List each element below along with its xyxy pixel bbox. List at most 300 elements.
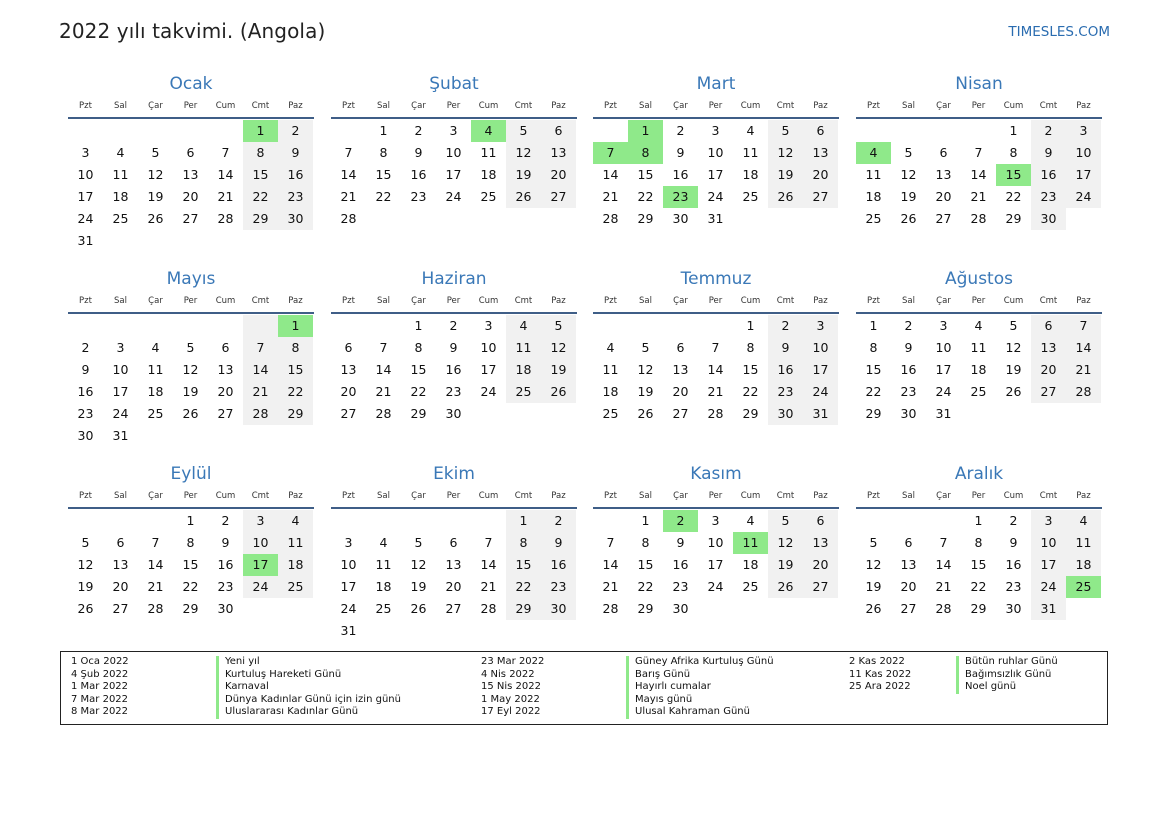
day-cell: 2 [1009, 513, 1018, 528]
day-cell: 3 [1031, 510, 1066, 532]
day-cell: 22 [1005, 189, 1022, 204]
empty-cell [103, 315, 138, 337]
legend-holiday-name: Bütün ruhlar Günü [956, 656, 1058, 669]
week-row [331, 186, 577, 208]
week-row [593, 554, 839, 576]
weekday-label: Çar [411, 491, 426, 501]
empty-cell [138, 425, 173, 447]
day-cell: 30 [768, 403, 803, 425]
empty-cell [593, 510, 628, 532]
month-11 [593, 463, 839, 620]
weekday-header [856, 293, 1102, 309]
empty-cell [331, 315, 366, 337]
day-cell: 24 [803, 381, 838, 403]
week-row [856, 598, 1102, 620]
day-cell: 7 [606, 535, 615, 550]
day-cell: 14 [480, 557, 497, 572]
day-cell: 4 [506, 315, 541, 337]
day-cell: 20 [541, 164, 576, 186]
day-cell: 25 [480, 189, 497, 204]
day-cell: 22 [375, 189, 392, 204]
week-row [331, 576, 577, 598]
weekday-label: Cum [740, 101, 761, 111]
site-link[interactable]: TIMESLES.COM [1008, 24, 1110, 40]
day-cell: 21 [375, 384, 392, 399]
day-grid [593, 120, 839, 230]
legend-date: 1 Mar 2022 [71, 681, 129, 693]
weekday-label: Paz [288, 101, 303, 111]
day-cell: 27 [1031, 381, 1066, 403]
weekday-label: Çar [148, 101, 163, 111]
day-cell: 28 [147, 601, 164, 616]
weekday-header [593, 98, 839, 114]
week-row [331, 403, 577, 425]
day-cell: 14 [1066, 337, 1101, 359]
empty-cell [208, 120, 243, 142]
legend-holiday-name: Kurtuluş Hareketi Günü [216, 669, 401, 682]
weekday-label: Paz [1076, 491, 1091, 501]
day-cell: 12 [637, 362, 654, 377]
empty-cell [331, 510, 366, 532]
empty-cell [506, 208, 541, 230]
empty-cell [593, 120, 628, 142]
day-cell: 28 [935, 601, 952, 616]
day-cell: 2 [768, 315, 803, 337]
empty-cell [208, 315, 243, 337]
day-cell: 8 [869, 340, 878, 355]
day-cell: 14 [340, 167, 357, 182]
day-cell: 14 [707, 362, 724, 377]
day-cell: 28 [970, 211, 987, 226]
month-divider [68, 507, 314, 509]
empty-cell [1066, 598, 1101, 620]
day-cell: 9 [1031, 142, 1066, 164]
day-cell: 15 [182, 557, 199, 572]
day-cell: 13 [803, 142, 838, 164]
day-cell: 21 [602, 189, 619, 204]
weekday-label: Cum [1003, 101, 1024, 111]
day-cell: 22 [410, 384, 427, 399]
day-cell: 20 [672, 384, 689, 399]
day-cell: 23 [900, 384, 917, 399]
month-name: Eylül [170, 464, 212, 484]
day-cell: 4 [974, 318, 983, 333]
day-cell: 21 [970, 189, 987, 204]
day-cell: 16 [900, 362, 917, 377]
weekday-label: Sal [902, 296, 915, 306]
month-8 [856, 268, 1102, 425]
day-cell: 28 [375, 406, 392, 421]
day-cell: 22 [637, 189, 654, 204]
day-cell: 3 [1066, 120, 1101, 142]
day-cell: 5 [768, 510, 803, 532]
weekday-label: Pzt [79, 491, 92, 501]
week-row [593, 510, 839, 532]
day-cell: 23 [1005, 579, 1022, 594]
day-cell: 14 [375, 362, 392, 377]
week-row [68, 337, 314, 359]
month-name: Mayıs [166, 269, 216, 289]
weekday-label: Pzt [604, 491, 617, 501]
day-grid [331, 510, 577, 642]
month-12 [856, 463, 1102, 620]
day-cell: 26 [768, 576, 803, 598]
day-cell: 22 [278, 381, 313, 403]
day-cell: 17 [935, 362, 952, 377]
empty-cell [366, 620, 401, 642]
month-7 [593, 268, 839, 425]
week-row [68, 425, 314, 447]
day-grid [68, 510, 314, 620]
week-row [856, 186, 1102, 208]
month-2 [331, 73, 577, 230]
day-cell: 5 [151, 145, 160, 160]
weekday-label: Pzt [604, 101, 617, 111]
day-cell: 4 [151, 340, 160, 355]
weekday-label: Çar [936, 491, 951, 501]
day-grid [593, 315, 839, 425]
day-cell: 7 [221, 145, 230, 160]
day-cell: 4 [471, 120, 506, 142]
empty-cell [926, 510, 961, 532]
day-cell: 18 [742, 557, 759, 572]
day-cell: 1 [974, 513, 983, 528]
weekday-label: Çar [148, 296, 163, 306]
month-name: Şubat [429, 74, 479, 94]
day-cell: 1 [746, 318, 755, 333]
day-cell: 15 [970, 557, 987, 572]
day-cell: 14 [243, 359, 278, 381]
empty-cell [996, 403, 1031, 425]
day-cell: 4 [116, 145, 125, 160]
day-cell: 11 [602, 362, 619, 377]
day-cell: 14 [217, 167, 234, 182]
day-cell: 16 [77, 384, 94, 399]
weekday-label: Cum [1003, 491, 1024, 501]
weekday-label: Cmt [251, 491, 270, 501]
weekday-header [68, 293, 314, 309]
day-cell: 29 [742, 406, 759, 421]
legend-date: 17 Eyl 2022 [481, 706, 541, 718]
day-cell: 10 [480, 340, 497, 355]
day-cell: 7 [151, 535, 160, 550]
empty-cell [103, 230, 138, 252]
day-cell: 25 [112, 211, 129, 226]
day-cell: 18 [865, 189, 882, 204]
day-cell: 29 [637, 601, 654, 616]
day-cell: 29 [865, 406, 882, 421]
day-cell: 11 [970, 340, 987, 355]
weekday-label: Sal [639, 491, 652, 501]
day-cell: 30 [217, 601, 234, 616]
day-cell: 1 [628, 120, 663, 142]
day-cell: 16 [1005, 557, 1022, 572]
day-cell: 28 [602, 601, 619, 616]
weekday-label: Paz [813, 101, 828, 111]
weekday-label: Per [708, 101, 723, 111]
empty-cell [1031, 403, 1066, 425]
day-cell: 31 [803, 403, 838, 425]
weekday-label: Paz [551, 491, 566, 501]
day-cell: 11 [147, 362, 164, 377]
weekday-label: Per [708, 296, 723, 306]
weekday-label: Pzt [867, 491, 880, 501]
day-cell: 6 [904, 535, 913, 550]
day-cell: 27 [935, 211, 952, 226]
month-name: Haziran [421, 269, 487, 289]
day-cell: 5 [869, 535, 878, 550]
day-cell: 19 [77, 579, 94, 594]
weekday-header [856, 488, 1102, 504]
day-cell: 14 [970, 167, 987, 182]
day-cell: 3 [344, 535, 353, 550]
weekday-label: Cmt [251, 296, 270, 306]
day-cell: 13 [112, 557, 129, 572]
holiday-legend [60, 651, 1108, 725]
day-cell: 18 [480, 167, 497, 182]
day-cell: 13 [182, 167, 199, 182]
day-cell: 26 [77, 601, 94, 616]
day-cell: 10 [243, 532, 278, 554]
day-cell: 7 [243, 337, 278, 359]
weekday-label: Paz [551, 296, 566, 306]
month-4 [856, 73, 1102, 230]
day-cell: 12 [182, 362, 199, 377]
day-cell: 13 [445, 557, 462, 572]
weekday-header [331, 293, 577, 309]
day-cell: 17 [340, 579, 357, 594]
day-grid [68, 120, 314, 252]
day-cell: 29 [243, 208, 278, 230]
day-cell: 30 [1031, 208, 1066, 230]
day-cell: 15 [637, 557, 654, 572]
day-cell: 15 [742, 362, 759, 377]
empty-cell [541, 620, 576, 642]
legend-holiday-name: Barış Günü [626, 669, 774, 682]
week-row [331, 381, 577, 403]
weekday-label: Paz [1076, 296, 1091, 306]
week-row [856, 532, 1102, 554]
day-cell: 10 [707, 145, 724, 160]
day-cell: 24 [707, 189, 724, 204]
day-cell: 10 [445, 145, 462, 160]
weekday-label: Per [446, 491, 461, 501]
week-row [331, 620, 577, 642]
week-row [331, 598, 577, 620]
empty-cell [278, 598, 313, 620]
week-row [856, 381, 1102, 403]
day-cell: 11 [112, 167, 129, 182]
day-cell: 18 [278, 554, 313, 576]
day-grid [331, 120, 577, 230]
day-cell: 29 [182, 601, 199, 616]
legend-date: 11 Kas 2022 [849, 668, 912, 680]
weekday-label: Cum [740, 296, 761, 306]
week-row [68, 359, 314, 381]
week-row [856, 164, 1102, 186]
weekday-label: Cum [215, 296, 236, 306]
day-cell: 19 [541, 359, 576, 381]
day-cell: 11 [733, 532, 768, 554]
day-cell: 1 [869, 318, 878, 333]
weekday-label: Çar [148, 491, 163, 501]
day-cell: 27 [445, 601, 462, 616]
day-cell: 8 [379, 145, 388, 160]
day-cell: 25 [865, 211, 882, 226]
month-name: Nisan [955, 74, 1003, 94]
day-cell: 30 [672, 211, 689, 226]
day-cell: 8 [1009, 145, 1018, 160]
day-cell: 10 [1066, 142, 1101, 164]
day-cell: 21 [935, 579, 952, 594]
day-cell: 25 [742, 189, 759, 204]
weekday-label: Sal [377, 101, 390, 111]
day-cell: 8 [628, 142, 663, 164]
week-row [68, 315, 314, 337]
empty-cell [961, 403, 996, 425]
day-cell: 29 [637, 211, 654, 226]
weekday-label: Cmt [776, 296, 795, 306]
day-cell: 16 [1031, 164, 1066, 186]
month-name: Ekim [433, 464, 475, 484]
day-cell: 27 [803, 186, 838, 208]
day-cell: 27 [541, 186, 576, 208]
day-cell: 4 [856, 142, 891, 164]
day-cell: 10 [1031, 532, 1066, 554]
empty-cell [173, 315, 208, 337]
day-cell: 20 [900, 579, 917, 594]
weekday-label: Sal [902, 491, 915, 501]
empty-cell [698, 315, 733, 337]
week-row [68, 532, 314, 554]
day-cell: 9 [541, 532, 576, 554]
weekday-label: Çar [411, 101, 426, 111]
day-cell: 23 [663, 186, 698, 208]
day-cell: 14 [602, 167, 619, 182]
weekday-label: Per [446, 101, 461, 111]
day-cell: 15 [410, 362, 427, 377]
day-cell: 12 [900, 167, 917, 182]
empty-cell [541, 403, 576, 425]
day-cell: 6 [221, 340, 230, 355]
day-cell: 2 [663, 510, 698, 532]
day-cell: 10 [935, 340, 952, 355]
day-cell: 7 [344, 145, 353, 160]
day-cell: 26 [541, 381, 576, 403]
legend-date: 8 Mar 2022 [71, 706, 129, 718]
day-cell: 20 [935, 189, 952, 204]
legend-holiday-name: Mayıs günü [626, 694, 774, 707]
day-cell: 3 [81, 145, 90, 160]
day-cell: 9 [1009, 535, 1018, 550]
week-row [856, 403, 1102, 425]
day-cell: 17 [480, 362, 497, 377]
day-cell: 18 [375, 579, 392, 594]
legend-names-column [626, 656, 774, 719]
weekday-label: Sal [114, 101, 127, 111]
day-cell: 25 [375, 601, 392, 616]
day-cell: 16 [672, 167, 689, 182]
day-cell: 17 [77, 189, 94, 204]
day-cell: 20 [217, 384, 234, 399]
empty-cell [278, 425, 313, 447]
legend-holiday-name: Yeni yıl [216, 656, 401, 669]
weekday-label: Çar [936, 101, 951, 111]
legend-names-column [216, 656, 401, 719]
day-cell: 3 [116, 340, 125, 355]
day-cell: 5 [904, 145, 913, 160]
month-name: Ağustos [945, 269, 1013, 289]
day-cell: 22 [182, 579, 199, 594]
empty-cell [436, 510, 471, 532]
empty-cell [366, 208, 401, 230]
week-row [68, 598, 314, 620]
day-cell: 6 [1031, 315, 1066, 337]
week-row [856, 337, 1102, 359]
day-cell: 26 [410, 601, 427, 616]
day-cell: 15 [996, 164, 1031, 186]
legend-holiday-name: Dünya Kadınlar Günü için izin günü [216, 694, 401, 707]
weekday-label: Çar [411, 296, 426, 306]
week-row [331, 208, 577, 230]
day-cell: 30 [900, 406, 917, 421]
weekday-label: Cmt [776, 101, 795, 111]
empty-cell [68, 120, 103, 142]
day-cell: 26 [900, 211, 917, 226]
day-cell: 5 [768, 120, 803, 142]
month-name: Temmuz [680, 269, 752, 289]
day-cell: 12 [410, 557, 427, 572]
day-cell: 18 [742, 167, 759, 182]
month-divider [593, 507, 839, 509]
empty-cell [506, 620, 541, 642]
legend-date: 2 Kas 2022 [849, 656, 905, 667]
empty-cell [891, 120, 926, 142]
day-cell: 13 [672, 362, 689, 377]
day-cell: 4 [746, 123, 755, 138]
weekday-label: Cum [478, 101, 499, 111]
day-cell: 31 [1031, 598, 1066, 620]
month-divider [68, 117, 314, 119]
day-cell: 5 [81, 535, 90, 550]
day-cell: 13 [541, 142, 576, 164]
week-row [856, 142, 1102, 164]
day-cell: 3 [803, 315, 838, 337]
week-row [331, 337, 577, 359]
day-cell: 28 [340, 211, 357, 226]
day-cell: 3 [711, 513, 720, 528]
weekday-label: Sal [377, 296, 390, 306]
weekday-label: Paz [288, 491, 303, 501]
weekday-label: Paz [813, 491, 828, 501]
week-row [856, 576, 1102, 598]
weekday-label: Per [446, 296, 461, 306]
empty-cell [366, 510, 401, 532]
day-cell: 29 [278, 403, 313, 425]
day-cell: 20 [803, 554, 838, 576]
weekday-label: Per [971, 491, 986, 501]
empty-cell [541, 208, 576, 230]
day-cell: 16 [217, 557, 234, 572]
weekday-label: Çar [673, 296, 688, 306]
weekday-label: Paz [1076, 101, 1091, 111]
empty-cell [103, 120, 138, 142]
day-cell: 27 [900, 601, 917, 616]
empty-cell [593, 315, 628, 337]
legend-date: 23 Mar 2022 [481, 656, 545, 667]
month-name: Aralık [954, 464, 1004, 484]
month-divider [856, 507, 1102, 509]
